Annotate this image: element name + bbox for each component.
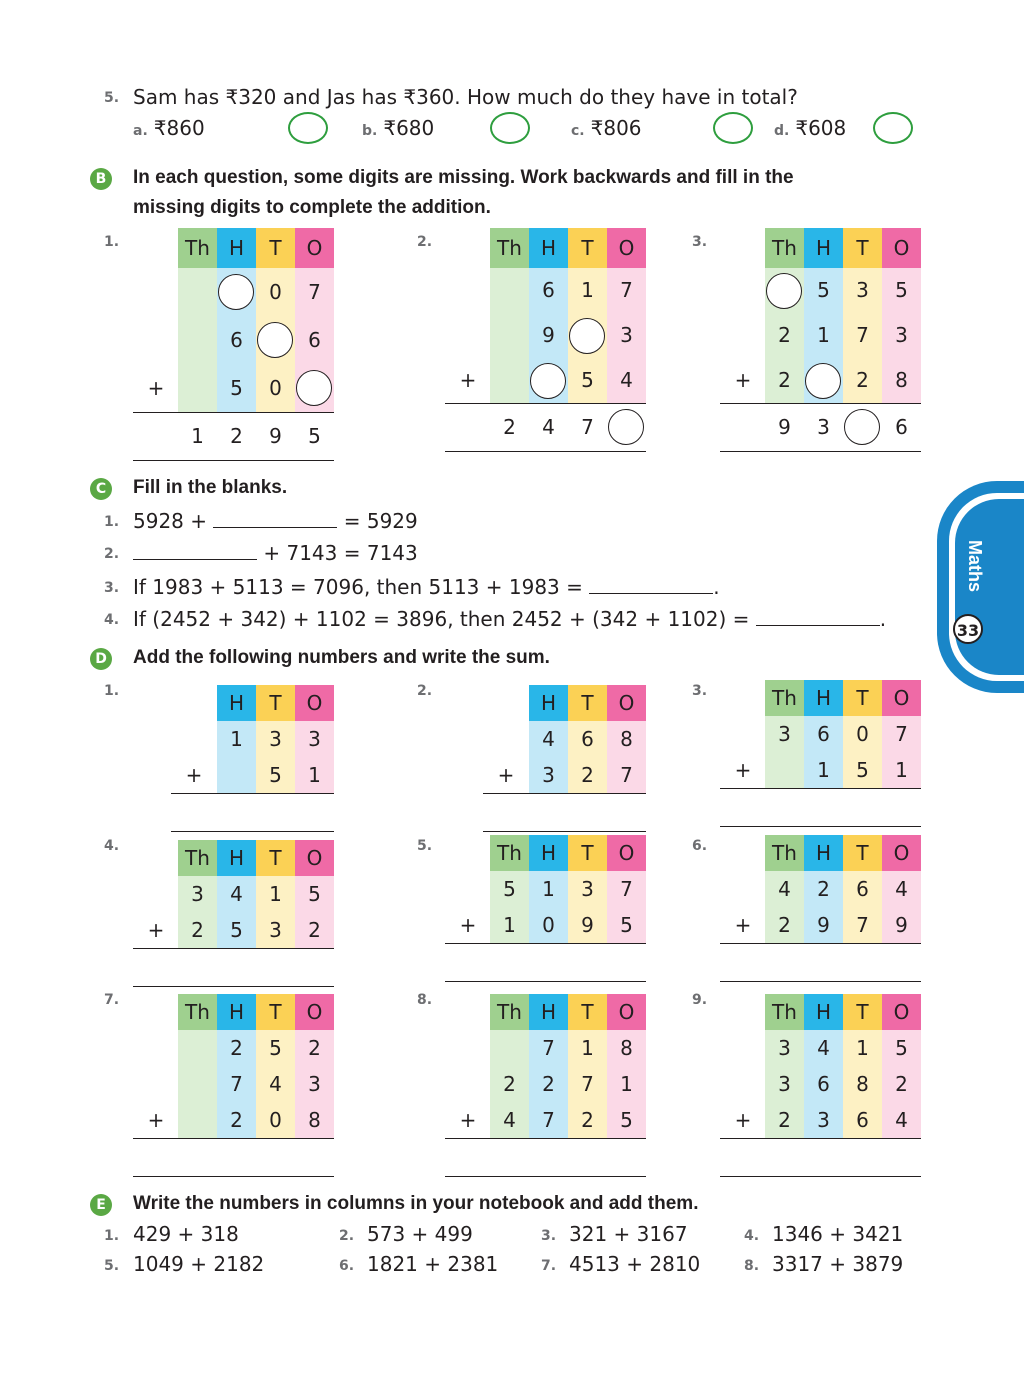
digit-cell: 4 bbox=[882, 871, 921, 907]
sum-line bbox=[133, 412, 334, 413]
digit-cell bbox=[178, 316, 217, 364]
option-b: b. ₹680 bbox=[362, 116, 435, 140]
column-header-o: O bbox=[607, 835, 646, 871]
column-header-t: T bbox=[843, 680, 882, 716]
digit-cell: 7 bbox=[568, 1066, 607, 1102]
column-header-h: H bbox=[804, 680, 843, 716]
answer-digit: 2 bbox=[503, 415, 516, 439]
digit-cell bbox=[490, 1030, 529, 1066]
answer-bubble-a[interactable] bbox=[288, 112, 328, 144]
column-header-o: O bbox=[295, 685, 334, 721]
problem-number: 6. bbox=[692, 838, 708, 854]
column-header-t: T bbox=[568, 994, 607, 1030]
column-header-o: O bbox=[882, 994, 921, 1030]
answer-line bbox=[720, 451, 921, 452]
digit-cell: 2 bbox=[490, 1066, 529, 1102]
exercise-number: 7. bbox=[541, 1258, 557, 1274]
subject-label: Maths bbox=[965, 540, 985, 593]
digit-cell bbox=[256, 316, 295, 364]
digit-cell: 1 bbox=[256, 876, 295, 912]
option-d: d. ₹608 bbox=[774, 116, 847, 140]
column-header-h: H bbox=[529, 685, 568, 721]
digit-cell: 1 bbox=[804, 313, 843, 358]
answer-digit: 9 bbox=[778, 415, 791, 439]
digit-cell bbox=[178, 1030, 217, 1066]
digit-cell bbox=[178, 268, 217, 316]
answer-line[interactable] bbox=[720, 1176, 921, 1177]
digit-cell: 7 bbox=[529, 1030, 568, 1066]
sum-line bbox=[133, 1138, 334, 1139]
missing-digit-circle[interactable] bbox=[766, 273, 802, 309]
digit-cell: 2 bbox=[178, 912, 217, 948]
digit-cell: 2 bbox=[882, 1066, 921, 1102]
section-d-title: Add the following numbers and write the sum. bbox=[133, 647, 550, 668]
problem-number: 3. bbox=[692, 683, 708, 699]
digit-cell: 2 bbox=[568, 757, 607, 793]
digit-cell: 2 bbox=[217, 1102, 256, 1138]
problem-number: 2. bbox=[417, 683, 433, 699]
digit-cell: 0 bbox=[843, 716, 882, 752]
column-header-t: T bbox=[256, 228, 295, 268]
digit-cell: 1 bbox=[804, 752, 843, 788]
blank-field[interactable] bbox=[589, 579, 713, 594]
digit-cell: 2 bbox=[568, 1102, 607, 1138]
digit-cell: 1 bbox=[607, 1066, 646, 1102]
exercise-number: 3. bbox=[541, 1228, 557, 1244]
section-badge-e: E bbox=[90, 1194, 112, 1216]
sum-line bbox=[720, 1138, 921, 1139]
digit-cell: 2 bbox=[765, 358, 804, 403]
answer-line[interactable] bbox=[171, 831, 334, 832]
digit-cell: 2 bbox=[295, 1030, 334, 1066]
option-a: a. ₹860 bbox=[133, 116, 205, 140]
digit-cell: 4 bbox=[882, 1102, 921, 1138]
plus-sign: + bbox=[147, 918, 165, 942]
digit-cell: 3 bbox=[178, 876, 217, 912]
digit-cell: 3 bbox=[607, 313, 646, 358]
digit-cell: 7 bbox=[607, 871, 646, 907]
section-badge-c: C bbox=[90, 478, 112, 500]
digit-cell: 4 bbox=[490, 1102, 529, 1138]
column-header-t: T bbox=[843, 835, 882, 871]
column-header-h: H bbox=[529, 228, 568, 268]
digit-cell: 3 bbox=[256, 721, 295, 757]
digit-cell: 5 bbox=[217, 364, 256, 412]
section-c-title: Fill in the blanks. bbox=[133, 477, 288, 498]
answer-line[interactable] bbox=[483, 831, 646, 832]
exercise-text: 4513 + 2810 bbox=[569, 1252, 701, 1276]
column-header-th: Th bbox=[765, 994, 804, 1030]
digit-cell: 8 bbox=[607, 1030, 646, 1066]
column-header-t: T bbox=[256, 685, 295, 721]
missing-digit-circle[interactable] bbox=[218, 274, 254, 310]
column-header-o: O bbox=[882, 680, 921, 716]
answer-digit: 3 bbox=[817, 415, 830, 439]
answer-bubble-b[interactable] bbox=[490, 112, 530, 144]
digit-cell bbox=[217, 757, 256, 793]
digit-cell: 7 bbox=[607, 757, 646, 793]
column-header-h: H bbox=[217, 685, 256, 721]
digit-cell: 1 bbox=[295, 757, 334, 793]
digit-cell: 2 bbox=[765, 1102, 804, 1138]
exercise-text: 321 + 3167 bbox=[569, 1222, 688, 1246]
section-badge-b: B bbox=[90, 168, 112, 190]
digit-cell: 9 bbox=[882, 907, 921, 943]
sum-line bbox=[483, 793, 646, 794]
column-header-t: T bbox=[568, 685, 607, 721]
digit-cell: 1 bbox=[843, 1030, 882, 1066]
plus-sign: + bbox=[734, 913, 752, 937]
missing-digit-circle[interactable] bbox=[569, 318, 605, 354]
digit-cell: 8 bbox=[295, 1102, 334, 1138]
digit-cell: 4 bbox=[256, 1066, 295, 1102]
digit-cell: 4 bbox=[804, 1030, 843, 1066]
fill-item-3: If 1983 + 5113 = 7096, then 5113 + 1983 = . bbox=[133, 575, 720, 599]
answer-digit: 6 bbox=[895, 415, 908, 439]
digit-cell: 5 bbox=[882, 268, 921, 313]
exercise-number: 6. bbox=[339, 1258, 355, 1274]
exercise-number: 5. bbox=[104, 1258, 120, 1274]
exercise-number: 8. bbox=[744, 1258, 760, 1274]
blank-field[interactable] bbox=[756, 611, 880, 626]
fill-item-number: 2. bbox=[104, 546, 120, 562]
column-header-o: O bbox=[607, 228, 646, 268]
answer-line[interactable] bbox=[133, 986, 334, 987]
plus-sign: + bbox=[734, 1108, 752, 1132]
problem-number: 5. bbox=[417, 838, 433, 854]
answer-line[interactable] bbox=[720, 826, 921, 827]
digit-cell: 6 bbox=[568, 721, 607, 757]
digit-cell: 3 bbox=[765, 1030, 804, 1066]
column-header-th: Th bbox=[178, 994, 217, 1030]
digit-cell: 6 bbox=[843, 1102, 882, 1138]
column-header-t: T bbox=[568, 835, 607, 871]
digit-cell: 6 bbox=[529, 268, 568, 313]
column-header-h: H bbox=[804, 994, 843, 1030]
problem-number: 8. bbox=[417, 992, 433, 1008]
fill-item-4: If (2452 + 342) + 1102 = 3896, then 2452 + (342 + 1102) = . bbox=[133, 607, 887, 631]
blank-field[interactable] bbox=[133, 545, 257, 560]
column-header-h: H bbox=[804, 228, 843, 268]
digit-cell: 1 bbox=[217, 721, 256, 757]
digit-cell: 5 bbox=[256, 1030, 295, 1066]
digit-cell: 3 bbox=[765, 716, 804, 752]
digit-cell: 7 bbox=[217, 1066, 256, 1102]
column-header-h: H bbox=[217, 840, 256, 876]
problem-number: 1. bbox=[104, 234, 120, 250]
sum-line bbox=[445, 1138, 646, 1139]
digit-cell: 0 bbox=[256, 268, 295, 316]
column-header-h: H bbox=[529, 994, 568, 1030]
problem-number: 7. bbox=[104, 992, 120, 1008]
question-number: 5. bbox=[104, 90, 120, 106]
digit-cell: 6 bbox=[804, 1066, 843, 1102]
digit-cell: 0 bbox=[256, 364, 295, 412]
exercise-number: 2. bbox=[339, 1228, 355, 1244]
digit-cell: 3 bbox=[295, 721, 334, 757]
option-c: c. ₹806 bbox=[571, 116, 642, 140]
column-header-t: T bbox=[843, 228, 882, 268]
answer-line[interactable] bbox=[445, 981, 646, 982]
digit-cell bbox=[765, 268, 804, 313]
column-header-th: Th bbox=[490, 994, 529, 1030]
digit-cell: 5 bbox=[256, 757, 295, 793]
column-header-th: Th bbox=[178, 228, 217, 268]
column-header-t: T bbox=[843, 994, 882, 1030]
digit-cell: 2 bbox=[804, 871, 843, 907]
digit-cell: 9 bbox=[529, 313, 568, 358]
digit-cell: 7 bbox=[529, 1102, 568, 1138]
answer-bubble-d[interactable] bbox=[873, 112, 913, 144]
digit-cell: 7 bbox=[843, 907, 882, 943]
column-header-h: H bbox=[804, 835, 843, 871]
sum-line bbox=[720, 943, 921, 944]
digit-cell: 5 bbox=[568, 358, 607, 403]
column-header-th: Th bbox=[490, 228, 529, 268]
question-text: Sam has ₹320 and Jas has ₹360. How much do they have in total? bbox=[133, 85, 798, 109]
plus-sign: + bbox=[734, 368, 752, 392]
plus-sign: + bbox=[497, 763, 515, 787]
column-header-h: H bbox=[217, 994, 256, 1030]
digit-cell: 2 bbox=[529, 1066, 568, 1102]
digit-cell: 1 bbox=[490, 907, 529, 943]
digit-cell: 3 bbox=[765, 1066, 804, 1102]
exercise-text: 429 + 318 bbox=[133, 1222, 239, 1246]
blank-field[interactable] bbox=[213, 513, 337, 528]
plus-sign: + bbox=[147, 376, 165, 400]
digit-cell: 3 bbox=[256, 912, 295, 948]
digit-cell: 9 bbox=[568, 907, 607, 943]
digit-cell: 7 bbox=[607, 268, 646, 313]
digit-cell: 5 bbox=[607, 1102, 646, 1138]
column-header-th: Th bbox=[765, 835, 804, 871]
digit-cell bbox=[490, 358, 529, 403]
digit-cell: 6 bbox=[217, 316, 256, 364]
plus-sign: + bbox=[459, 368, 477, 392]
plus-sign: + bbox=[734, 758, 752, 782]
digit-cell: 4 bbox=[607, 358, 646, 403]
digit-cell: 5 bbox=[607, 907, 646, 943]
digit-cell: 2 bbox=[295, 912, 334, 948]
digit-cell bbox=[178, 1102, 217, 1138]
column-header-t: T bbox=[568, 228, 607, 268]
problem-number: 4. bbox=[104, 838, 120, 854]
exercise-text: 3317 + 3879 bbox=[772, 1252, 904, 1276]
problem-number: 1. bbox=[104, 683, 120, 699]
digit-cell: 2 bbox=[217, 1030, 256, 1066]
problem-number: 9. bbox=[692, 992, 708, 1008]
plus-sign: + bbox=[459, 1108, 477, 1132]
digit-cell bbox=[490, 313, 529, 358]
digit-cell: 0 bbox=[256, 1102, 295, 1138]
sum-line bbox=[445, 403, 646, 404]
digit-cell: 0 bbox=[529, 907, 568, 943]
missing-digit-circle[interactable] bbox=[805, 363, 841, 399]
answer-bubble-c[interactable] bbox=[713, 112, 753, 144]
answer-line[interactable] bbox=[445, 1176, 646, 1177]
missing-digit-circle[interactable] bbox=[530, 363, 566, 399]
sum-line bbox=[133, 948, 334, 949]
column-header-o: O bbox=[295, 228, 334, 268]
digit-cell: 9 bbox=[804, 907, 843, 943]
missing-digit-circle[interactable] bbox=[296, 370, 332, 406]
digit-cell: 1 bbox=[882, 752, 921, 788]
digit-cell: 6 bbox=[295, 316, 334, 364]
fill-item-1: 5928 + = 5929 bbox=[133, 509, 418, 533]
column-header-th: Th bbox=[178, 840, 217, 876]
digit-cell: 7 bbox=[843, 313, 882, 358]
digit-cell: 3 bbox=[568, 871, 607, 907]
digit-cell bbox=[178, 1066, 217, 1102]
exercise-text: 1346 + 3421 bbox=[772, 1222, 904, 1246]
column-header-h: H bbox=[217, 228, 256, 268]
digit-cell bbox=[765, 752, 804, 788]
digit-cell bbox=[529, 358, 568, 403]
digit-cell: 5 bbox=[490, 871, 529, 907]
digit-cell: 6 bbox=[804, 716, 843, 752]
sum-line bbox=[720, 403, 921, 404]
exercise-number: 4. bbox=[744, 1228, 760, 1244]
digit-cell: 5 bbox=[843, 752, 882, 788]
digit-cell: 5 bbox=[882, 1030, 921, 1066]
sum-line bbox=[720, 788, 921, 789]
exercise-text: 1821 + 2381 bbox=[367, 1252, 499, 1276]
page-number: 33 bbox=[953, 614, 983, 644]
answer-line[interactable] bbox=[720, 981, 921, 982]
missing-digit-circle[interactable] bbox=[608, 409, 644, 445]
answer-line[interactable] bbox=[133, 1176, 334, 1177]
digit-cell: 3 bbox=[882, 313, 921, 358]
digit-cell: 8 bbox=[607, 721, 646, 757]
plus-sign: + bbox=[147, 1108, 165, 1132]
plus-sign: + bbox=[185, 763, 203, 787]
answer-digit: 5 bbox=[308, 424, 321, 448]
digit-cell: 3 bbox=[804, 1102, 843, 1138]
section-badge-d: D bbox=[90, 648, 112, 670]
section-b-title-line1: In each question, some digits are missing. Work backwards and fill in the bbox=[133, 167, 794, 188]
digit-cell: 2 bbox=[843, 358, 882, 403]
answer-line bbox=[133, 460, 334, 461]
digit-cell: 2 bbox=[765, 313, 804, 358]
column-header-o: O bbox=[607, 685, 646, 721]
column-header-t: T bbox=[256, 840, 295, 876]
answer-digit bbox=[843, 405, 882, 449]
section-e-title: Write the numbers in columns in your notebook and add them. bbox=[133, 1193, 699, 1214]
fill-item-number: 4. bbox=[104, 612, 120, 628]
digit-cell: 1 bbox=[568, 268, 607, 313]
answer-digit bbox=[607, 405, 646, 449]
digit-cell: 7 bbox=[882, 716, 921, 752]
column-header-h: H bbox=[529, 835, 568, 871]
missing-digit-circle[interactable] bbox=[257, 322, 293, 358]
plus-sign: + bbox=[459, 913, 477, 937]
fill-item-number: 3. bbox=[104, 580, 120, 596]
digit-cell bbox=[490, 268, 529, 313]
digit-cell bbox=[295, 364, 334, 412]
column-header-th: Th bbox=[490, 835, 529, 871]
digit-cell: 5 bbox=[804, 268, 843, 313]
column-header-o: O bbox=[295, 840, 334, 876]
problem-number: 3. bbox=[692, 234, 708, 250]
digit-cell: 5 bbox=[295, 876, 334, 912]
exercise-text: 573 + 499 bbox=[367, 1222, 473, 1246]
digit-cell bbox=[804, 358, 843, 403]
answer-line bbox=[445, 451, 646, 452]
digit-cell: 3 bbox=[843, 268, 882, 313]
answer-digit: 4 bbox=[542, 415, 555, 439]
answer-digit: 2 bbox=[230, 424, 243, 448]
sum-line bbox=[445, 943, 646, 944]
problem-number: 2. bbox=[417, 234, 433, 250]
column-header-t: T bbox=[256, 994, 295, 1030]
digit-cell: 6 bbox=[843, 871, 882, 907]
digit-cell: 7 bbox=[295, 268, 334, 316]
column-header-o: O bbox=[295, 994, 334, 1030]
missing-digit-circle[interactable] bbox=[844, 409, 880, 445]
sum-line bbox=[171, 793, 334, 794]
digit-cell: 4 bbox=[217, 876, 256, 912]
exercise-number: 1. bbox=[104, 1228, 120, 1244]
digit-cell: 3 bbox=[529, 757, 568, 793]
answer-digit: 7 bbox=[581, 415, 594, 439]
digit-cell: 4 bbox=[529, 721, 568, 757]
digit-cell: 2 bbox=[765, 907, 804, 943]
answer-digit: 1 bbox=[191, 424, 204, 448]
column-header-o: O bbox=[882, 835, 921, 871]
digit-cell: 4 bbox=[765, 871, 804, 907]
digit-cell bbox=[178, 364, 217, 412]
digit-cell: 1 bbox=[568, 1030, 607, 1066]
digit-cell bbox=[568, 313, 607, 358]
column-header-o: O bbox=[607, 994, 646, 1030]
column-header-th: Th bbox=[765, 680, 804, 716]
digit-cell: 5 bbox=[217, 912, 256, 948]
exercise-text: 1049 + 2182 bbox=[133, 1252, 265, 1276]
digit-cell: 1 bbox=[529, 871, 568, 907]
column-header-o: O bbox=[882, 228, 921, 268]
fill-item-2: + 7143 = 7143 bbox=[133, 541, 418, 565]
digit-cell: 3 bbox=[295, 1066, 334, 1102]
section-b-title-line2: missing digits to complete the addition. bbox=[133, 197, 491, 218]
digit-cell bbox=[217, 268, 256, 316]
fill-item-number: 1. bbox=[104, 514, 120, 530]
answer-digit: 9 bbox=[269, 424, 282, 448]
digit-cell: 8 bbox=[843, 1066, 882, 1102]
digit-cell: 8 bbox=[882, 358, 921, 403]
column-header-th: Th bbox=[765, 228, 804, 268]
